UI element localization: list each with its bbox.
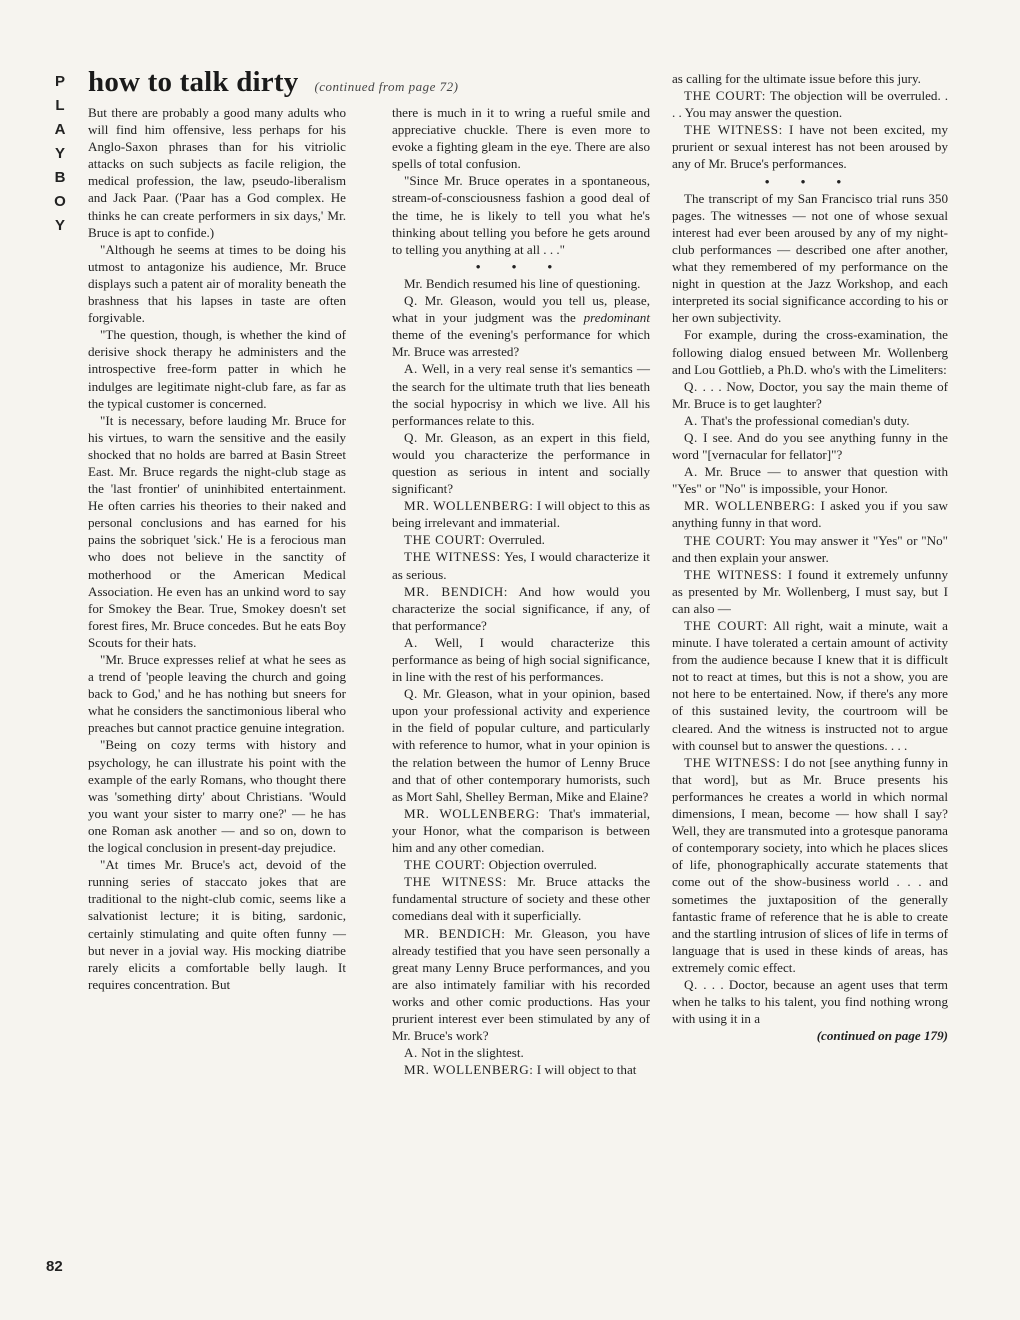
- page-number: 82: [46, 1258, 63, 1275]
- speaker-label: Q.: [684, 378, 698, 394]
- speaker-label: A.: [404, 1045, 418, 1061]
- column-1: [88, 104, 346, 993]
- article-title: how to talk dirty: [88, 66, 299, 98]
- speech: Overruled.: [488, 532, 545, 548]
- transcript-line: [392, 497, 650, 531]
- speech: Mr. Gleason, would you tell us, please, what in your judgment was the: [392, 293, 650, 326]
- paragraph: "Since Mr. Bruce operates in a spontaneous, stream-of-consciousness fashion a good deal of the time, he is likely to tell you what he's thinking about telling you before he gets around to telling you anything at all . . .": [392, 173, 650, 257]
- transcript-line: [392, 548, 650, 582]
- transcript-line: [392, 1044, 650, 1061]
- paragraph: But there are probably a good many adults who will find him offensive, less perhaps for his Anglo-Saxon phrases than for his vitriolic attacks on such subjects as facile religion, the medical profession, the law, pseudo-liberalism and Jack Paar. ('Paar has a God complex. He thinks he can create performers in six days,' Mr. Bruce is apt to confide.): [88, 105, 346, 240]
- side-label-text: P L A Y B O Y: [54, 73, 66, 234]
- transcript-line: [672, 412, 948, 429]
- transcript-line: [392, 873, 650, 924]
- speech: . . . Now, Doctor, you say the main theme of Mr. Bruce is to get laughter?: [672, 378, 949, 411]
- speech: theme of the evening's performance for which Mr. Bruce was arrested?: [392, 327, 650, 360]
- transcript-line: [672, 463, 948, 497]
- speaker-label: THE COURT:: [404, 857, 486, 873]
- speaker-label: THE WITNESS:: [684, 122, 783, 138]
- article-header: [88, 66, 458, 99]
- transcript-line: [392, 360, 650, 428]
- speech: Well, I would characterize this performance as being of high social significance, in line with the rest of his performances.: [392, 634, 650, 685]
- paragraph: there is much in it to wring a rueful smile and appreciative chuckle. There is even more to evoke a fighting gleam in the eye. There are also spells of total confusion.: [392, 105, 650, 172]
- transcript-line: [672, 497, 948, 531]
- transcript-line: [672, 754, 948, 976]
- speech: . . . Doctor, because an agent uses that term when he talks to his talent, you find nothing wrong with using it in a: [672, 976, 948, 1027]
- paragraph: "It is necessary, before lauding Mr. Bruce for his virtues, to warn the sensitive and the easily shocked that no holds are barred at Basin Street East. Mr. Bruce regards the night-club stage as the 'last frontier' of uninhibited entertainment. He often carries his theories to their naked and personal conclusions and has earned for his pains the sobriquet 'sick.' He is a ferocious man who does not believe in the sanctity of motherhood or the American Medical Association. He even has an unkind word to say for Smokey the Bear. True, Smokey doesn't set forest fires, Mr. Bruce concedes. But he eats Boy Scouts for their hats.: [88, 412, 346, 650]
- speech: I see. And do you see anything funny in the word "[vernacular for fellator]"?: [672, 429, 948, 463]
- paragraph: The transcript of my San Francisco trial runs 350 pages. The witnesses — not one of whose sexual interest had ever been aroused by any of my night-club performances — described one after another, what they remembered of my performance on the night in question at the Jazz Workshop, and each interpreted its social significance according to his or her own subjectivity.: [672, 190, 948, 326]
- paragraph: For example, during the cross-examination, the following dialog ensued between Mr. Wollenberg and Lou Gottlieb, a Ph.D. who's with the Limeliters:: [672, 327, 948, 377]
- transcript-line: [672, 121, 948, 172]
- speaker-label: THE COURT:: [684, 88, 766, 104]
- speaker-label: Q.: [404, 429, 418, 445]
- transcript-line: [392, 805, 650, 856]
- paragraph: "Mr. Bruce expresses relief at what he sees as a trend of 'people leaving the church and going back to God,' and he has nothing but sneers for what he considers the sanctimonious liberal who preaches but cannot practice genuine integration.: [88, 652, 346, 736]
- transcript-line: [392, 685, 650, 805]
- speaker-label: A.: [404, 361, 418, 377]
- paragraph: Mr. Bendich resumed his line of questioning.: [404, 275, 641, 291]
- paragraph: "Although he seems at times to be doing his utmost to antagonize his audience, Mr. Bruce displays such a patent air of morality beneath the brashness that his lapses in taste are often forgivable.: [88, 241, 346, 326]
- speaker-label: Q.: [684, 976, 698, 992]
- speech: I found it extremely unfunny as presented by Mr. Wollenberg, I must say, but I can also —: [672, 566, 948, 616]
- transcript-line: [672, 378, 948, 412]
- transcript-line: [392, 925, 650, 1045]
- speech: I do not [see anything funny in that word], but as Mr. Bruce presents his performances he creates a world in which normal dimensions, I mean, become — how shall I say? Well, they are transmuted into a grotesque panorama of contemporary society, into which he places slices of life, phonographically accurate statements that come out of the show-business world . . . and sometimes the juxtaposition of the generally fantastic frame of reference that he is able to create and the startling intrusion of slices of life in terms of language that is used in these kinds of areas, has extremely comic effect.: [672, 754, 948, 975]
- speech: You may answer it "Yes" or "No" and then explain your answer.: [672, 532, 948, 565]
- section-break-dots: • • •: [764, 173, 856, 189]
- speaker-label: Q.: [684, 429, 698, 445]
- speech: Yes, I would characterize it as serious.: [392, 549, 650, 582]
- speech: Not in the slightest.: [421, 1045, 524, 1061]
- paragraph: "At times Mr. Bruce's act, devoid of the running series of staccato jokes that are traditional to the night-club comic, seems like a salvationist lecture; it is biting, sardonic, certainly stimulating and quite often funny — but never in a jovial way. His mocking diatribe rarely elicits a comfortable belly laugh. It requires concentration. But: [88, 857, 346, 992]
- speech: I asked you if you saw anything funny in that word.: [672, 498, 948, 531]
- speech: Mr. Bruce attacks the fundamental structure of society and these other comedians deal with it superficially.: [392, 874, 650, 924]
- speech: Mr. Bruce — to answer that question with "Yes" or "No" is impossible, your Honor.: [672, 464, 948, 497]
- transcript-line: [392, 1061, 650, 1078]
- transcript-line: [392, 531, 650, 548]
- speaker-label: THE WITNESS:: [404, 874, 507, 890]
- speech: That's the professional comedian's duty.: [700, 412, 910, 428]
- transcript-line: [672, 429, 948, 463]
- transcript-line: [392, 634, 650, 685]
- transcript-line: [392, 429, 650, 497]
- speech: That's immaterial, your Honor, what the comparison is between him and any other comedian.: [392, 805, 650, 856]
- speaker-label: THE COURT:: [684, 618, 768, 633]
- speech: Mr. Gleason, you have already testified that you have seen personally a great many Lenny Bruce performances, and you are also intimately familiar with his recorded works and other comic productions. Has your prurient interest ever been stimulated by any of Mr. Bruce's work?: [392, 925, 650, 1044]
- transcript-line: [672, 532, 948, 566]
- transcript-line: [672, 87, 948, 121]
- paragraph: as calling for the ultimate issue before this jury.: [672, 71, 921, 86]
- continued-from-note: (continued from page 72): [314, 79, 459, 94]
- speech: I will object to this as being irrelevant and immaterial.: [392, 498, 650, 531]
- paragraph: "Being on cozy terms with history and psychology, he can illustrate his point with the example of the early Romans, who thought there was 'something dirty' about Christians. 'Would you want your sister to marry one?' — he has one Roman ask another — and so on, down to the logical conclusion in present-day prejudice.: [88, 737, 346, 856]
- transcript-line: [672, 566, 948, 617]
- speaker-label: MR. BENDICH:: [404, 925, 506, 941]
- speech: Well, in a very real sense it's semantics — the search for the ultimate truth that lies beneath the social hypocrisy in which we live. All his performances relate to this.: [392, 361, 650, 428]
- speaker-label: THE COURT:: [684, 532, 766, 548]
- transcript-line: [392, 583, 650, 634]
- speaker-label: A.: [684, 412, 698, 428]
- speaker-label: THE WITNESS:: [684, 566, 783, 582]
- transcript-line: [392, 292, 650, 360]
- speech: Mr. Gleason, what in your opinion, based upon your professional activity and experience in the field of popular culture, and particularly with reference to humor, what in your opinion is the relation between the humor of Lenny Bruce and that of other contemporary humorists, such as Mort Sahl, Shelley Berman, Mike and Elaine?: [392, 686, 651, 804]
- transcript-line: [392, 856, 650, 873]
- column-2: [392, 104, 650, 1078]
- speech: Mr. Gleason, as an expert in this field, would you characterize the performance in question as serious in intent and socially significant?: [392, 429, 650, 497]
- column-3: [672, 70, 948, 1044]
- speaker-label: MR. WOLLENBERG:: [684, 498, 816, 514]
- speech: All right, wait a minute, wait a minute. I have tolerated a certain amount of activity from the audience because I knew that it is difficult not to react at times, but this is not a show, you are not here to be entertained. Now, if there's any more of this sustained levity, the courtroom will be cleared. And the witness is instructed not to argue with counsel but to answer the questions. . . .: [672, 618, 948, 753]
- speech: I will object to that: [536, 1062, 637, 1078]
- continued-on-note: (continued on page 179): [816, 1028, 948, 1044]
- speech: The objection will be overruled. . . . You may answer the question.: [672, 88, 948, 121]
- speech: I have not been excited, my prurient or sexual interest has not been aroused by any of Mr. Bruce's performances.: [672, 122, 949, 172]
- speech: And how would you characterize the social significance, if any, of that performance?: [392, 583, 650, 633]
- speaker-label: THE WITNESS:: [684, 754, 781, 770]
- transcript-line: [672, 976, 948, 1027]
- speaker-label: Q.: [404, 293, 418, 309]
- magazine-side-label: [48, 70, 72, 238]
- emphasis: predominant: [583, 310, 650, 326]
- section-break-dots: • • •: [475, 258, 567, 274]
- speaker-label: MR. WOLLENBERG:: [404, 805, 540, 821]
- speaker-label: A.: [684, 464, 698, 480]
- transcript-line: [672, 617, 948, 754]
- speaker-label: A.: [404, 634, 418, 650]
- speaker-label: MR. WOLLENBERG:: [404, 498, 534, 514]
- speech: Objection overruled.: [488, 857, 597, 873]
- paragraph: "The question, though, is whether the kind of derisive shock therapy he administers and the introspective free-form patter in which he indulges are legitimate night-club fare, as far as the typical customer is concerned.: [88, 327, 346, 411]
- speaker-label: THE WITNESS:: [404, 549, 501, 565]
- speaker-label: Q.: [404, 686, 418, 702]
- speaker-label: THE COURT:: [404, 532, 486, 548]
- speaker-label: MR. BENDICH:: [404, 583, 508, 599]
- speaker-label: MR. WOLLENBERG:: [404, 1062, 534, 1078]
